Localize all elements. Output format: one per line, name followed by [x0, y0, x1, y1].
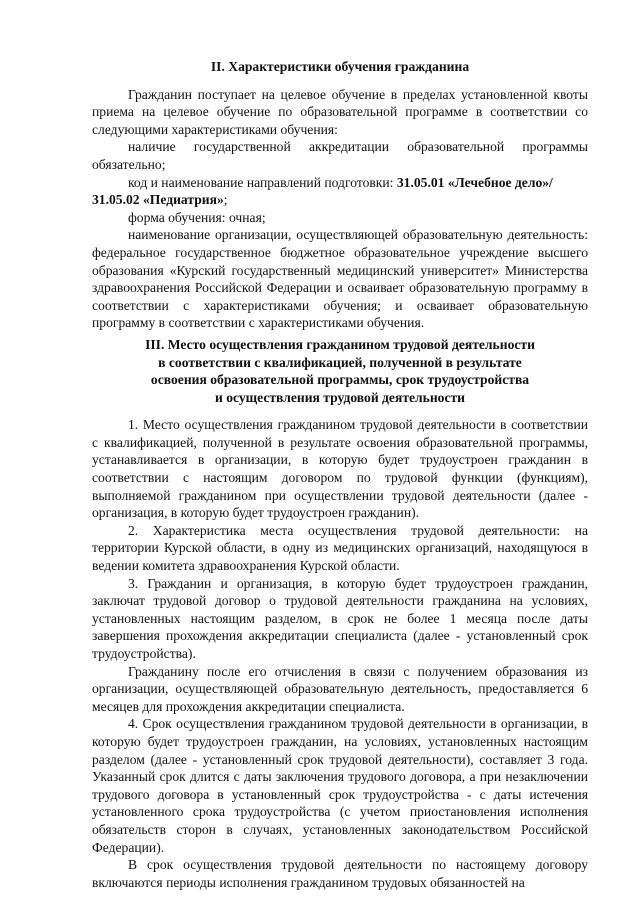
section-3-paragraph-1: 1. Место осуществления гражданином трудовой деятельности в соответствии с квалификацией, полученной в результате освоения образовательной программы, устанавливается в организации, в которую будет трудоустроен гражданин в соответствии с настоящим договором по трудовой функции (функциям), выполняемой гражданином при осуществлении трудовой деятельности (далее - организация, в которую будет трудоустроен гражданин). [92, 417, 588, 521]
section-2-title: II. Характеристики обучения гражданина [210, 59, 470, 74]
section-2-paragraph-2: наличие государственной аккредитации образовательной программы обязательно; [92, 139, 588, 172]
section-2-paragraph-4: форма обучения: очная; [128, 209, 266, 225]
section-3-paragraph-4: Гражданину после его отчисления в связи с получением образования из организации, осуществляющей образовательную деятельность, предоставляется 6 месяцев для прохождения аккредитации специалиста. [92, 663, 588, 714]
section-3-title-line-4: и осуществления трудовой деятельности [214, 389, 466, 405]
section-3-paragraph-5: 4. Срок осуществления гражданином трудовой деятельности в организации, в которую будет трудоустроен гражданин, на условиях, установленных настоящим разделом (далее - установленный срок трудовой деятельности), составляет 3 года. Указанный срок длится с даты заключения трудового договора, а при незаключении трудового договора в установленный срок трудоустройства - с даты истечения установленного срока трудоустройства (с учетом приостановления исполнения обязательств сторон в случаях, установленных законодательством Российской Федерации). [92, 716, 588, 855]
section-3-title-line-1: III. Место осуществления гражданином трудовой деятельности [145, 336, 535, 352]
specialty-end: ; [223, 192, 228, 208]
specialty-code-2: 31.05.02 «Педиатрия» [92, 192, 224, 208]
specialty-code-1: 31.05.01 «Лечебное дело»/ [396, 174, 553, 190]
section-2-paragraph-3 [92, 174, 588, 209]
section-3-title-line-3: освоения образовательной программы, срок трудоустройства [150, 372, 530, 388]
section-3-paragraph-6: В срок осуществления трудовой деятельности по настоящему договору включаются периоды исполнения гражданином трудовых обязанностей на [92, 857, 588, 890]
specialty-label: код и наименование направлений подготовки: [128, 174, 397, 190]
section-3-paragraph-3: 3. Гражданин и организация, в которую будет трудоустроен гражданин, заключат трудовой договор о трудовой деятельности гражданина на условиях, установленных настоящим разделом, в срок не более 1 месяца после даты завершения прохождения аккредитации специалиста (далее - установленный срок трудоустройства). [92, 575, 588, 661]
section-2-paragraph-1: Гражданин поступает на целевое обучение в пределах установленной квоты приема на целевое обучение по образовательной программе в соответствии со следующими характеристиками обучения: [92, 86, 588, 137]
section-2-paragraph-5: наименование организации, осуществляющей образовательную деятельность: федеральное государственное бюджетное образовательное учреждение высшего образования «Курский государственный медицинский университет» Министерства здравоохранения Российской Федерации и осваивает образовательную программу в соответствии с характеристиками обучения; и осваивает образовательную программу в соответствии с характеристиками обучения. [92, 227, 588, 331]
section-3-title-line-2: в соответствии с квалификацией, полученной в результате [158, 354, 522, 370]
section-3-title [92, 336, 588, 406]
section-3-paragraph-2: 2. Характеристика места осуществления трудовой деятельности: на территории Курской области, в одну из медицинских организаций, находящуюся в ведении комитета здравоохранения Курской области. [92, 522, 588, 574]
